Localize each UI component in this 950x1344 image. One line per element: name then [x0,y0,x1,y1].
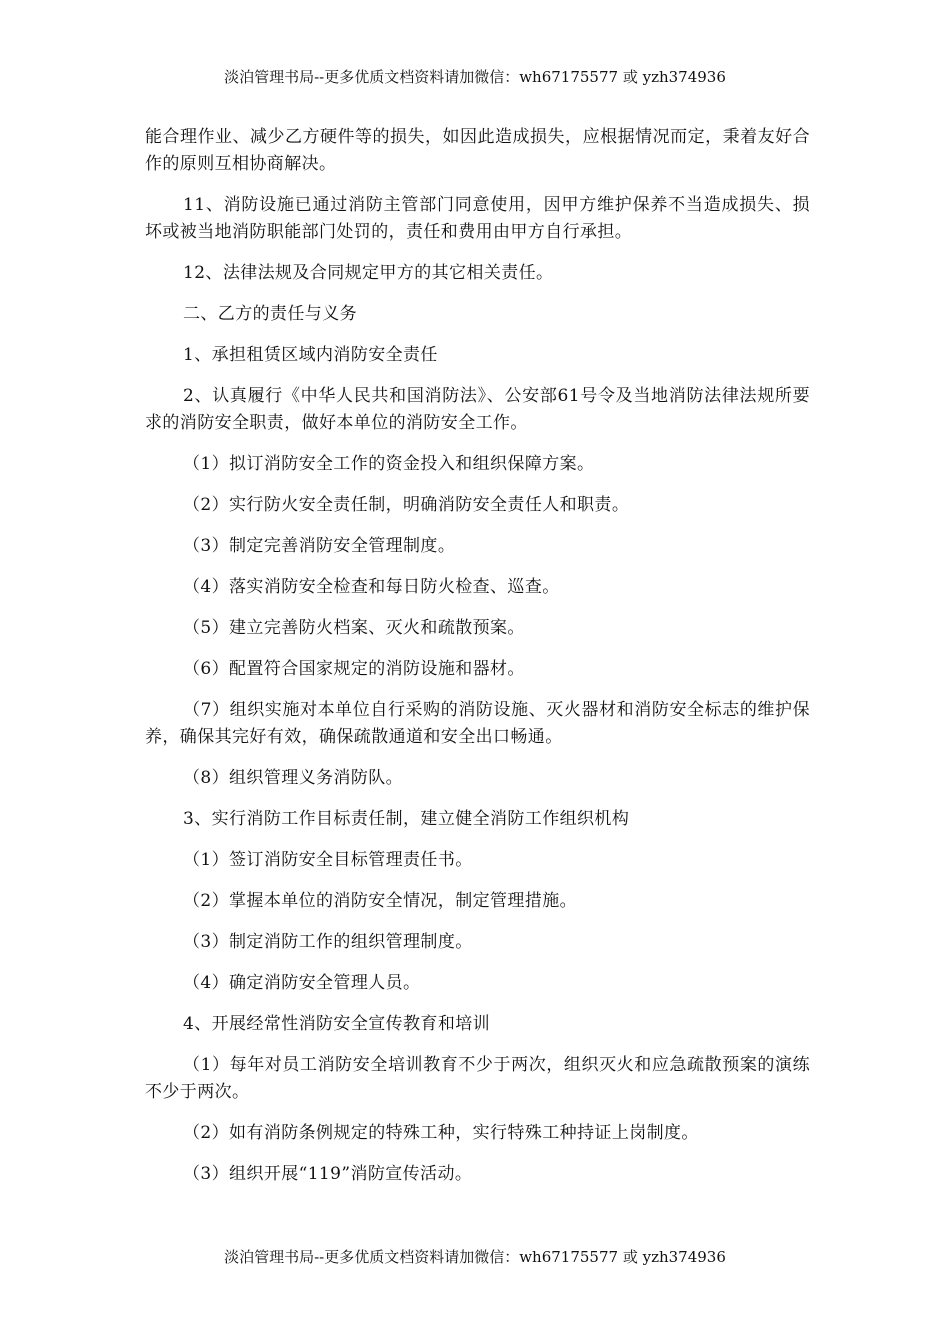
list-item: （6）配置符合国家规定的消防设施和器材。 [183,659,525,679]
list-item: （2）如有消防条例规定的特殊工种，实行特殊工种持证上岗制度。 [183,1123,699,1143]
page-header: 淡泊管理书局--更多优质文档资料请加微信：wh67175577 或 yzh374936 [224,68,726,86]
list-item: （2）掌握本单位的消防安全情况，制定管理措施。 [183,891,578,911]
list-item: （3）制定完善消防安全管理制度。 [183,536,456,556]
page-footer: 淡泊管理书局--更多优质文档资料请加微信：wh67175577 或 yzh374936 [224,1248,726,1266]
list-item: （3）组织开展“119”消防宣传活动。 [183,1164,473,1184]
list-item: （8）组织管理义务消防队。 [183,768,404,788]
document-body [145,124,810,1202]
list-item: （7）组织实施对本单位自行采购的消防设施、灭火器材和消防安全标志的维护保养，确保其完好有效，确保疏散通道和安全出口畅通。 [145,700,810,747]
list-item: （4）确定消防安全管理人员。 [183,973,421,993]
paragraph: 4、开展经常性消防安全宣传教育和培训 [183,1014,491,1034]
paragraph: 1、承担租赁区域内消防安全责任 [183,345,438,365]
paragraph: 能合理作业、减少乙方硬件等的损失，如因此造成损失，应根据情况而定，秉着友好合作的原则互相协商解决。 [145,127,810,174]
paragraph: 2、认真履行《中华人民共和国消防法》、公安部61号令及当地消防法律法规所要求的消防安全职责，做好本单位的消防安全工作。 [145,386,810,433]
list-item: （3）制定消防工作的组织管理制度。 [183,932,473,952]
list-item: （5）建立完善防火档案、灭火和疏散预案。 [183,618,525,638]
list-item: （1）每年对员工消防安全培训教育不少于两次，组织灭火和应急疏散预案的演练不少于两次。 [145,1055,810,1102]
list-item: （4）落实消防安全检查和每日防火检查、巡查。 [183,577,560,597]
paragraph: 11、消防设施已通过消防主管部门同意使用，因甲方维护保养不当造成损失、损坏或被当地消防职能部门处罚的，责任和费用由甲方自行承担。 [145,195,810,242]
list-item: （1）签订消防安全目标管理责任书。 [183,850,473,870]
paragraph: 12、法律法规及合同规定甲方的其它相关责任。 [183,263,554,283]
list-item: （1）拟订消防安全工作的资金投入和组织保障方案。 [183,454,595,474]
section-heading: 二、乙方的责任与义务 [183,304,357,324]
list-item: （2）实行防火安全责任制，明确消防安全责任人和职责。 [183,495,630,515]
paragraph: 3、实行消防工作目标责任制，建立健全消防工作组织机构 [183,809,630,829]
